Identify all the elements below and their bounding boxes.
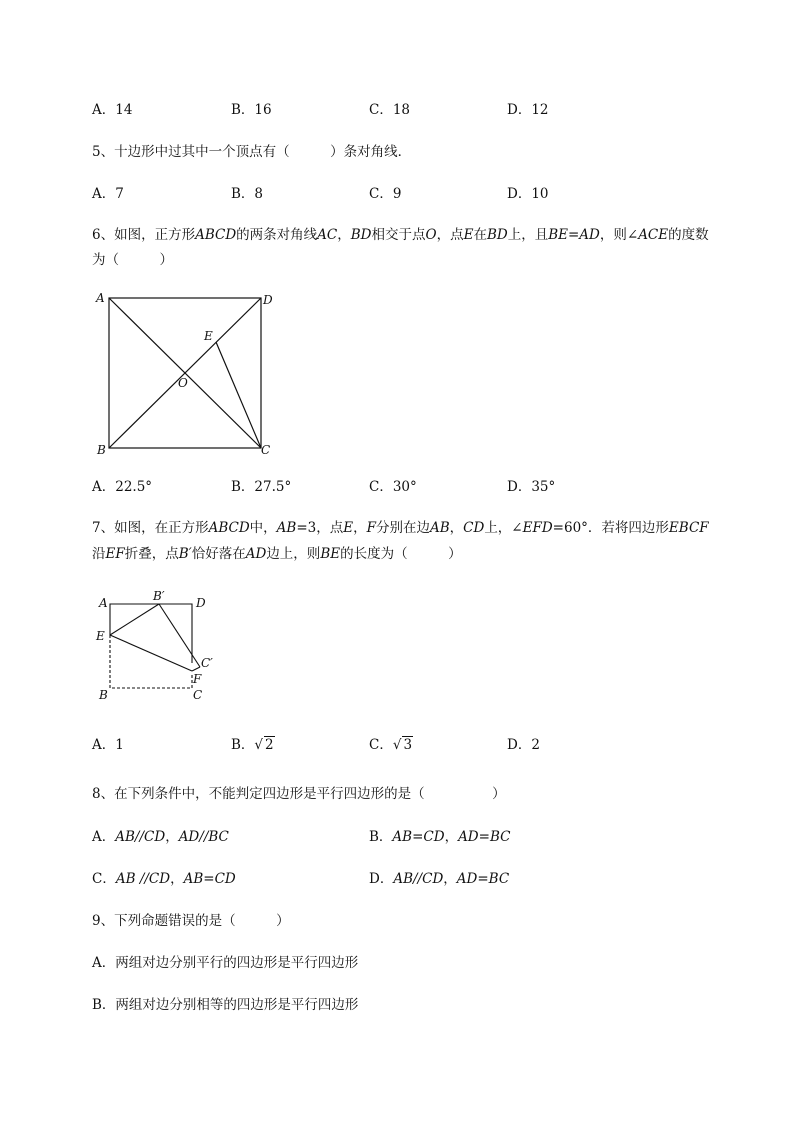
q6-segment-ce: [216, 342, 261, 448]
q7-math: E: [343, 520, 354, 536]
q7-text: =60°．若将四边形: [552, 520, 669, 536]
q7-text: 沿: [92, 546, 106, 562]
q7-math: AB: [276, 520, 297, 536]
q7-segment-ef: [110, 635, 192, 671]
q7-text: ，: [449, 520, 464, 536]
q7-stem-line2: [92, 545, 462, 563]
q9-option-b: B．两组对边分别相等的四边形是平行四边形: [92, 997, 359, 1013]
q6-stem-line1: [92, 226, 709, 244]
q9-stem: 9、下列命题错误的是（ ）: [92, 913, 290, 929]
q6-label-o: O: [178, 376, 188, 390]
q8-option-a: [92, 828, 229, 846]
q6-option-a: A．22.5°: [92, 479, 153, 495]
q8-math: AB: [393, 871, 413, 887]
q6-text: ，则∠: [599, 227, 639, 243]
q6-option-b: B．27.5°: [231, 479, 292, 495]
q6-math: ACE: [638, 227, 669, 243]
q7-math: F: [366, 520, 376, 536]
q6-label-a: A: [96, 291, 105, 305]
q8-text: ，: [165, 829, 179, 845]
q7-option-b-prefix: B．: [231, 737, 255, 753]
q7-text: 分别在边: [375, 520, 430, 536]
q8-text: B．: [369, 829, 393, 845]
q6-text: 的度数: [668, 227, 709, 243]
sqrt-symbol: √ 3: [392, 737, 413, 753]
q7-label-e: E: [96, 629, 105, 643]
q6-text: ，点: [436, 227, 464, 243]
q6-stem-line2: 为（ ）: [92, 252, 173, 268]
q7-option-c: [369, 736, 413, 754]
q6-label-b: B: [97, 443, 106, 457]
q6-text: 在: [473, 227, 487, 243]
q4-option-a: A．14: [92, 102, 133, 118]
q7-math: EFD: [522, 520, 553, 536]
q8-option-b: [369, 828, 510, 846]
q7-math: EF: [105, 546, 125, 562]
q8-math: CD: [214, 871, 236, 887]
q6-text: 6、如图，正方形: [92, 227, 196, 243]
q7-label-f: F: [193, 672, 202, 686]
q8-text: =: [477, 871, 489, 887]
q8-math: AD: [456, 871, 478, 887]
q7-math: AB: [429, 520, 450, 536]
q7-option-a: A．1: [92, 737, 124, 753]
q8-math: AB: [183, 871, 204, 887]
q7-option-c-prefix: C．: [369, 737, 393, 753]
q8-math: CD: [144, 829, 166, 845]
q7-text: 的长度为（ ）: [340, 546, 462, 562]
q7-math: ABCD: [208, 520, 250, 536]
q8-math: CD: [423, 829, 445, 845]
q8-math: //: [139, 871, 149, 887]
q8-math: //: [413, 871, 423, 887]
q8-math: BC: [488, 871, 510, 887]
q8-text: =: [478, 829, 490, 845]
q6-label-d: D: [263, 293, 273, 307]
q4-option-d: D．12: [507, 102, 549, 118]
q7-square-dashed: [110, 635, 192, 688]
q6-math: BD: [350, 227, 372, 243]
q8-text: ，: [170, 871, 184, 887]
q7-text: 折叠，点: [124, 546, 179, 562]
q7-figure: [90, 585, 230, 705]
q7-label-c: C: [193, 688, 203, 702]
q7-label-d: D: [196, 596, 206, 610]
q6-math: AC: [317, 227, 338, 243]
q8-math: AB: [115, 871, 136, 887]
q7-option-d: D．2: [507, 737, 540, 753]
q8-text: ，: [443, 871, 457, 887]
q4-option-b: B．16: [231, 102, 272, 118]
q8-text: =: [412, 829, 424, 845]
q6-label-e: E: [204, 329, 213, 343]
q6-math: ABCD: [195, 227, 237, 243]
q8-stem: 8、在下列条件中，不能判定四边形是平行四边形的是（ ）: [92, 786, 506, 802]
q7-segment-eb-prime: [110, 604, 159, 635]
q8-text: =: [203, 871, 215, 887]
q6-math: BD: [486, 227, 508, 243]
q8-math: BC: [489, 829, 511, 845]
q6-text: 上，且: [507, 227, 549, 243]
q7-stem-line1: [92, 519, 709, 537]
q6-figure: [90, 288, 290, 460]
q8-math: AD: [178, 829, 200, 845]
q6-option-c: C．30°: [369, 479, 417, 495]
q7-option-c-radicand: 3: [403, 737, 413, 753]
q5-option-b: B．8: [231, 186, 264, 202]
q6-math: BE=AD: [548, 227, 600, 243]
q7-math: B′: [178, 546, 192, 562]
q7-text: 边上，则: [266, 546, 321, 562]
q7-text: 中，: [249, 520, 277, 536]
q6-option-d: D．35°: [507, 479, 556, 495]
q8-option-d: [369, 870, 509, 888]
q8-math: //: [199, 829, 209, 845]
q7-label-c-prime: C′: [201, 656, 213, 670]
q6-label-c: C: [261, 443, 271, 457]
q4-option-c: C．18: [369, 102, 411, 118]
q8-text: D．: [369, 871, 394, 887]
q8-math: BC: [208, 829, 229, 845]
q7-text: 恰好落在: [191, 546, 246, 562]
q7-label-b: B: [99, 688, 108, 702]
q7-square-solid: [110, 604, 192, 663]
q7-option-b-radicand: 2: [265, 737, 274, 753]
q5-stem: 5、十边形中过其中一个顶点有（ ）条对角线．: [92, 144, 412, 160]
q7-math: EBCF: [668, 520, 709, 536]
q7-text: ，: [353, 520, 367, 536]
q8-math: CD: [148, 871, 171, 887]
q8-math: CD: [422, 871, 444, 887]
q7-text: 7、如图，在正方形: [92, 520, 209, 536]
q5-option-a: A．7: [92, 186, 124, 202]
q5-option-d: D．10: [507, 186, 549, 202]
q6-math: O: [425, 227, 437, 243]
q7-text: =3，点: [296, 520, 344, 536]
q8-text: A．: [92, 829, 116, 845]
q8-math: AD: [458, 829, 479, 845]
q7-label-a: A: [99, 596, 108, 610]
q8-text: ，: [444, 829, 459, 845]
q7-segment-b-prime-c-prime: [159, 604, 200, 667]
sqrt-symbol: √ 2: [254, 737, 274, 753]
q7-math: CD: [463, 520, 485, 536]
q8-option-c: [92, 870, 236, 888]
q6-text: ，: [337, 227, 351, 243]
q9-option-a: A．两组对边分别平行的四边形是平行四边形: [92, 955, 359, 971]
q6-text: 的两条对角线: [236, 227, 318, 243]
q8-math: //: [134, 829, 145, 845]
q8-math: AB: [115, 829, 135, 845]
q5-option-c: C．9: [369, 186, 402, 202]
q7-text: 上，∠: [484, 520, 523, 536]
q7-segment-fc-prime: [192, 667, 200, 671]
q7-label-b-prime: B′: [153, 589, 165, 603]
q7-math: BE: [320, 546, 341, 562]
q6-math: E: [463, 227, 474, 243]
q7-option-b: [231, 736, 275, 754]
q8-text: C．: [92, 871, 116, 887]
q7-math: AD: [245, 546, 267, 562]
q8-math: AB: [392, 829, 413, 845]
q6-text: 相交于点: [371, 227, 426, 243]
